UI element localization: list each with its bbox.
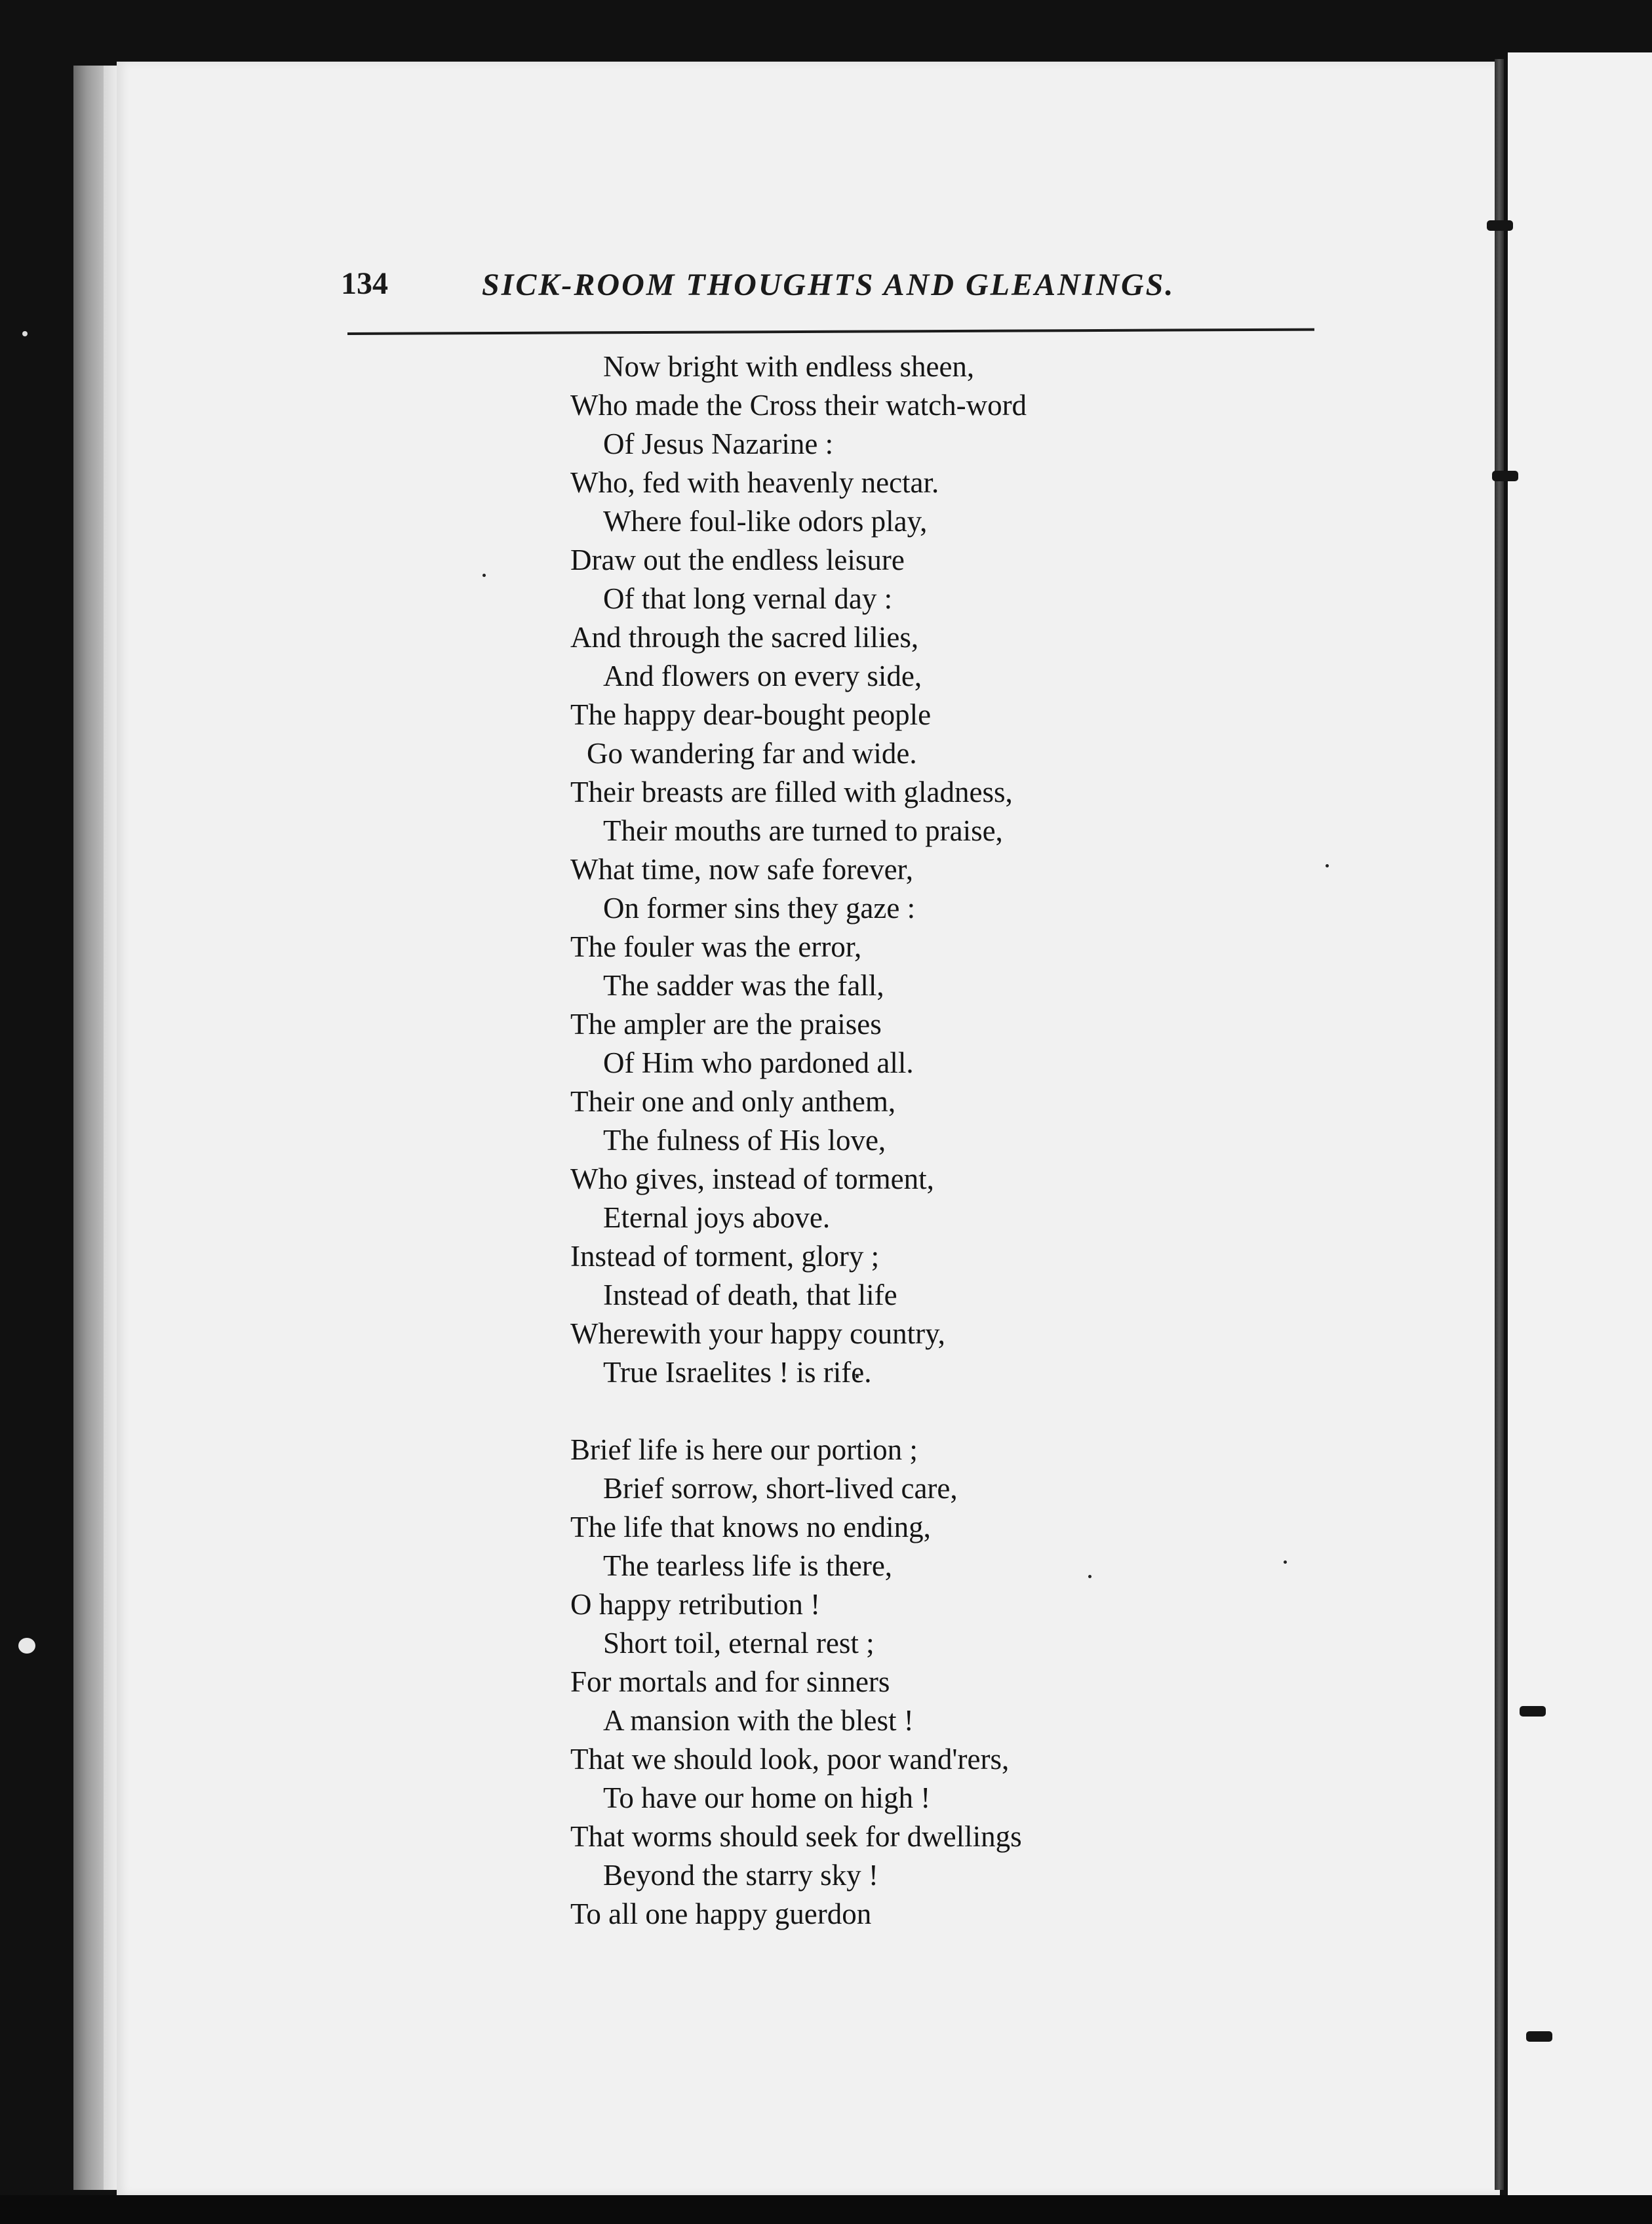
- poem-line: That worms should seek for dwellings: [570, 1820, 1022, 1853]
- poem-line: The sadder was the fall,: [603, 969, 884, 1002]
- page-gutter: [104, 66, 118, 2190]
- facing-page-edge: [1508, 52, 1652, 2196]
- poem-line: Eternal joys above.: [603, 1201, 831, 1234]
- poem-line: Brief life is here our portion ;: [570, 1433, 918, 1466]
- poem-line: Their one and only anthem,: [570, 1085, 896, 1118]
- poem-line: Where foul-like odors play,: [603, 505, 928, 538]
- poem-line: Short toil, eternal rest ;: [603, 1627, 875, 1659]
- poem-line: For mortals and for sinners: [570, 1665, 890, 1698]
- poem-line: Wherewith your happy country,: [570, 1317, 945, 1350]
- stanza-break: [570, 1392, 1357, 1431]
- poem-line: O happy retribution !: [570, 1588, 821, 1621]
- poem-line: Instead of torment, glory ;: [570, 1240, 880, 1273]
- poem-line: Now bright with endless sheen,: [603, 350, 975, 383]
- poem-line: Of that long vernal day :: [603, 582, 893, 615]
- binding-stitch: [1520, 1706, 1546, 1717]
- poem-line: The fouler was the error,: [570, 930, 862, 963]
- poem-line: To all one happy guerdon: [570, 1897, 872, 1930]
- binding-thread: [1495, 59, 1504, 2190]
- poem-line: Beyond the starry sky !: [603, 1859, 878, 1892]
- binding-stitch: [1487, 220, 1513, 231]
- poem-line: And flowers on every side,: [603, 660, 922, 692]
- poem-line: A mansion with the blest !: [603, 1704, 914, 1737]
- poem-line: Of Jesus Nazarine :: [603, 427, 834, 460]
- poem-line: On former sins they gaze :: [603, 892, 916, 924]
- running-head: [341, 266, 1311, 318]
- page-number: 134: [341, 266, 388, 301]
- poem-line: That we should look, poor wand'rers,: [570, 1743, 1010, 1776]
- scan-speck: [18, 1638, 35, 1654]
- poem-line: Instead of death, that life: [603, 1279, 897, 1311]
- poem-line: The tearless life is there,: [603, 1549, 893, 1582]
- poem-line: What time, now safe forever,: [570, 853, 913, 886]
- scan-speck: [482, 574, 486, 577]
- binding-stitch: [1492, 471, 1518, 481]
- poem-line: The life that knows no ending,: [570, 1511, 931, 1543]
- poem-text: [570, 348, 1357, 1934]
- poem-line: Brief sorrow, short-lived care,: [603, 1472, 958, 1505]
- poem-line: Draw out the endless leisure: [570, 544, 905, 576]
- poem-line: Go wandering far and wide.: [587, 737, 917, 770]
- poem-line: The fulness of His love,: [603, 1124, 886, 1157]
- book-spine-edge: [73, 66, 104, 2190]
- poem-line: Who gives, instead of torment,: [570, 1162, 934, 1195]
- scan-bottom-edge: [0, 2195, 1652, 2224]
- poem-line: Their mouths are turned to praise,: [603, 814, 1003, 847]
- binding-stitch: [1526, 2031, 1552, 2042]
- scan-speck: [22, 331, 28, 336]
- poem-line: True Israelites ! is rife.: [603, 1356, 872, 1389]
- poem-line: Who, fed with heavenly nectar.: [570, 466, 939, 499]
- poem-line: Who made the Cross their watch-word: [570, 389, 1027, 422]
- running-title: SICK-ROOM THOUGHTS AND GLEANINGS.: [482, 268, 1175, 302]
- poem-line: The happy dear-bought people: [570, 698, 932, 731]
- poem-line: The ampler are the praises: [570, 1008, 882, 1041]
- poem-line: Of Him who pardoned all.: [603, 1046, 914, 1079]
- poem-line: To have our home on high !: [603, 1781, 931, 1814]
- poem-line: Their breasts are filled with gladness,: [570, 776, 1013, 808]
- poem-line: And through the sacred lilies,: [570, 621, 919, 654]
